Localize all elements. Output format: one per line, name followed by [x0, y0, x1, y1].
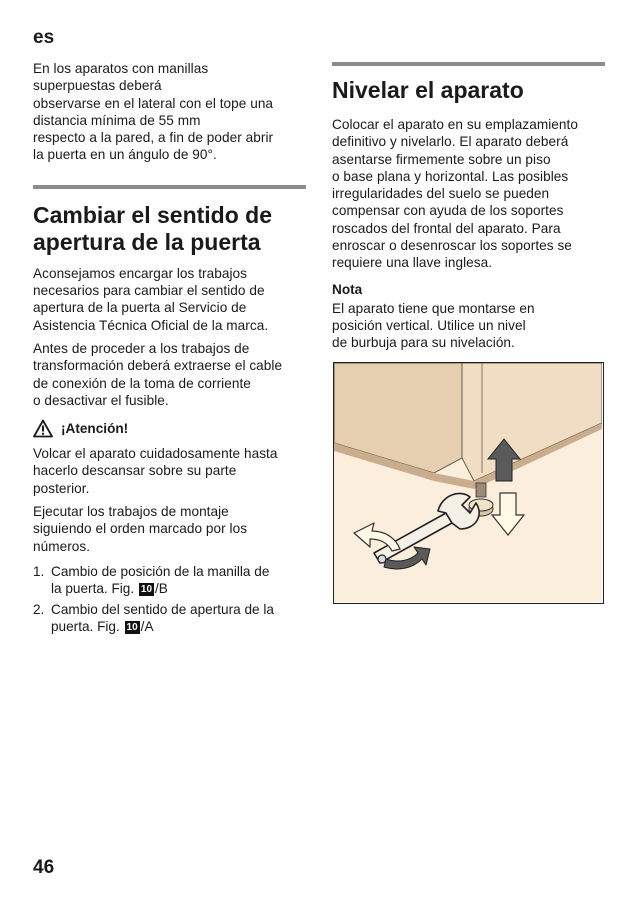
warning-triangle-icon [33, 419, 53, 438]
door-paragraph-2: Antes de proceder a los trabajos de transformación deberá extraerse el cable de conexión de la toma de corriente o desactivar el fusible. [33, 340, 283, 408]
note-paragraph: El aparato tiene que montarse en posición vertical. Utilice un nivel de burbuja para su nivelación. [332, 300, 535, 351]
leveling-diagram [334, 363, 602, 602]
door-paragraph-4: Ejecutar los trabajos de montaje siguiendo el orden marcado por los números. [33, 504, 248, 554]
leveling-illustration [333, 362, 604, 604]
steps-list [33, 563, 308, 635]
figure-number-badge: 10 [140, 584, 153, 596]
foot-thread [476, 483, 486, 497]
left-column [33, 60, 308, 638]
intro-paragraph: En los aparatos con manillas superpuestas deberá observarse en el lateral con el tope una distancia mínima de 55 mm respecto a la pared, a fin de poder abrir la puerta en un ángulo de 90°. [33, 61, 274, 163]
page-number: 46 [33, 857, 55, 878]
door-paragraph-1: Aconsejamos encargar los trabajos necesarios para cambiar el sentido de apertura de la puerta al Servicio de Asistencia Técnica Oficial de la marca. [33, 265, 269, 333]
section-divider [33, 185, 306, 189]
level-paragraph: Colocar el aparato en su emplazamiento definitivo y nivelarlo. El aparato deberá asentarse firmemente sobre un piso o base plana y horizontal. Las posibles irregularidades del suelo se pueden compensar con ayuda de los soportes roscados del frontal del aparato. Para enroscar o desenroscar los soportes se requiere una llave inglesa. [332, 117, 578, 271]
list-item: 1. Cambio de posición de la manilla de la puerta. Fig. 10 /B [33, 563, 270, 597]
warning-callout [33, 415, 308, 441]
section-title-door: Cambiar el sentido de apertura de la puerta [33, 201, 273, 255]
section-divider [332, 62, 605, 66]
note-title: Nota [332, 281, 363, 297]
right-column [332, 62, 607, 358]
language-code: es [33, 27, 55, 48]
section-title-level: Nivelar el aparato [332, 77, 524, 103]
figure-number-badge: 10 [126, 621, 138, 633]
list-item: 2. Cambio del sentido de apertura de la puerta. Fig. 10 /A [33, 601, 274, 634]
warning-label: ¡Atención! [61, 420, 129, 436]
door-paragraph-3: Volcar el aparato cuidadosamente hasta hacerlo descansar sobre su parte posterior. [33, 446, 278, 496]
